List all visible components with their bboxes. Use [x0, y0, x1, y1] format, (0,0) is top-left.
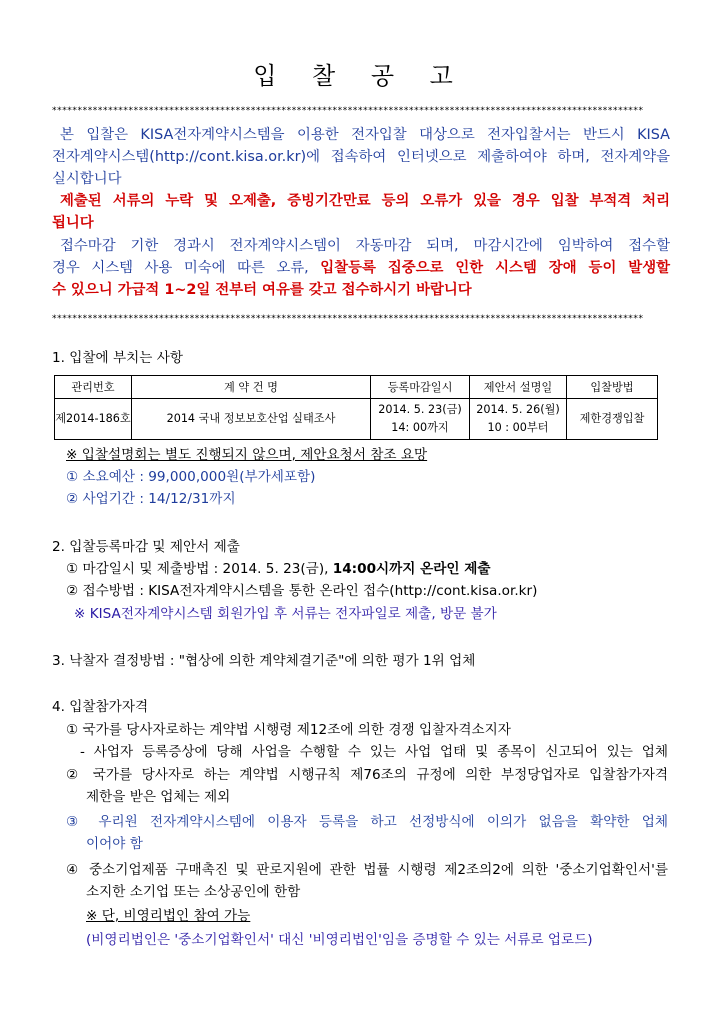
section1-heading: 1. 입찰에 부치는 사항 [52, 350, 183, 366]
section2-item1 [66, 559, 491, 579]
section2-item2: ② 접수방법 : KISA전자계약시스템을 통한 온라인 접수(http://cont.kisa.or.kr) [66, 583, 538, 599]
cell-deadline-time: 14: 00까지 [391, 421, 449, 434]
divider-top: ******************************************************************************************************************** [52, 106, 644, 116]
cell-method: 제한경쟁입찰 [567, 399, 658, 440]
section4-item1: ① 국가를 당사자로하는 계약법 시행령 제12조에 의한 경쟁 입찰자격소지자 [66, 722, 511, 738]
header-briefing: 제안서 설명일 [470, 376, 567, 399]
cell-id: 제2014-186호 [55, 399, 132, 440]
section4-item4-note2: (비영리법인은 '중소기업확인서' 대신 '비영리법인'임을 증명할 수 있는 서류로 업로드) [86, 932, 593, 948]
warning-line-2: 됩니다 [52, 215, 94, 231]
header-deadline: 등록마감일시 [371, 376, 470, 399]
section4-item4-line2: 소지한 소기업 또는 소상공인에 한함 [86, 884, 301, 900]
section4-item3-line1: ③ 우리원 전자계약시스템에 이용자 등록을 하고 선정방식에 이의가 없음을 확약한 업체 [66, 814, 668, 830]
section4-item3-line2: 이어야 함 [86, 836, 143, 852]
section4-item4-line1: ④ 중소기업제품 구매촉진 및 판로지원에 관한 법률 시행령 제2조의2에 의한 '중소기업확인서'를 [66, 862, 668, 878]
cell-deadline-date: 2014. 5. 23(금) [378, 403, 462, 416]
deadline-line-3: 수 있으니 가급적 1~2일 전부터 여유를 갖고 접수하시기 바랍니다 [52, 282, 472, 298]
warning-line-1: 제출된 서류의 누락 및 오제출, 증빙기간만료 등의 오류가 있을 경우 입찰 부적격 처리 [60, 193, 670, 209]
section4-heading: 4. 입찰참가자격 [52, 699, 149, 715]
cell-briefing [470, 399, 567, 440]
deadline-line-2-red: 입찰등록 집중으로 인한 시스템 장애 등이 발생할 [320, 260, 671, 276]
table-header-row [55, 376, 658, 399]
deadline-line-2-blue: 경우 시스템 사용 미숙에 따른 오류, [52, 260, 321, 276]
notice-line-3: 실시합니다 [52, 171, 122, 187]
notice-line-2: 전자계약시스템(http://cont.kisa.or.kr)에 접속하여 인터넷으로 제출하여야 하며, 전자계약을 [52, 149, 670, 165]
cell-name: 2014 국내 정보보호산업 실태조사 [132, 399, 371, 440]
section1-period: ② 사업기간 : 14/12/31까지 [66, 491, 236, 507]
bid-table [54, 375, 658, 440]
cell-briefing-time: 10 : 00부터 [487, 421, 549, 434]
deadline-line-2 [52, 258, 670, 278]
divider-bottom: ******************************************************************************************************************** [52, 314, 644, 324]
section4-item1-sub: - 사업자 등록증상에 당해 사업을 수행할 수 있는 사업 업태 및 종목이 신고되어 있는 업체 [80, 744, 668, 760]
section2-item1-bold: 14:00시까지 온라인 제출 [332, 561, 491, 577]
section4-item4-note: ※ 단, 비영리법인 참여 가능 [86, 908, 251, 924]
header-method: 입찰방법 [567, 376, 658, 399]
section2-note: ※ KISA전자계약시스템 회원가입 후 서류는 전자파일로 제출, 방문 불가 [74, 606, 497, 622]
table-row [55, 399, 658, 440]
section2-item1-prefix: ① 마감일시 및 제출방법 : 2014. 5. 23(금), [66, 561, 333, 577]
header-name: 계 약 건 명 [132, 376, 371, 399]
cell-deadline [371, 399, 470, 440]
page-title: 입 찰 공 고 [253, 62, 467, 90]
section1-budget: ① 소요예산 : 99,000,000원(부가세포함) [66, 469, 316, 485]
notice-line-1: 본 입찰은 KISA전자계약시스템을 이용한 전자입찰 대상으로 전자입찰서는 반드시 KISA [60, 127, 670, 143]
section1-note: ※ 입찰설명회는 별도 진행되지 않으며, 제안요청서 참조 요망 [66, 447, 428, 463]
section4-item2-line1: ② 국가를 당사자로 하는 계약법 시행규칙 제76조의 규정에 의한 부정당업자로 입찰참가자격 [66, 767, 668, 783]
deadline-line-1: 접수마감 기한 경과시 전자계약시스템이 자동마감 되며, 마감시간에 임박하여 접수할 [60, 238, 670, 254]
cell-briefing-date: 2014. 5. 26(월) [476, 403, 560, 416]
section2-heading: 2. 입찰등록마감 및 제안서 제출 [52, 539, 240, 555]
section4-item2-line2: 제한을 받은 업체는 제외 [86, 789, 231, 805]
header-id: 관리번호 [55, 376, 132, 399]
section3-heading: 3. 낙찰자 결정방법 : "협상에 의한 계약체결기준"에 의한 평가 1위 업체 [52, 653, 476, 669]
